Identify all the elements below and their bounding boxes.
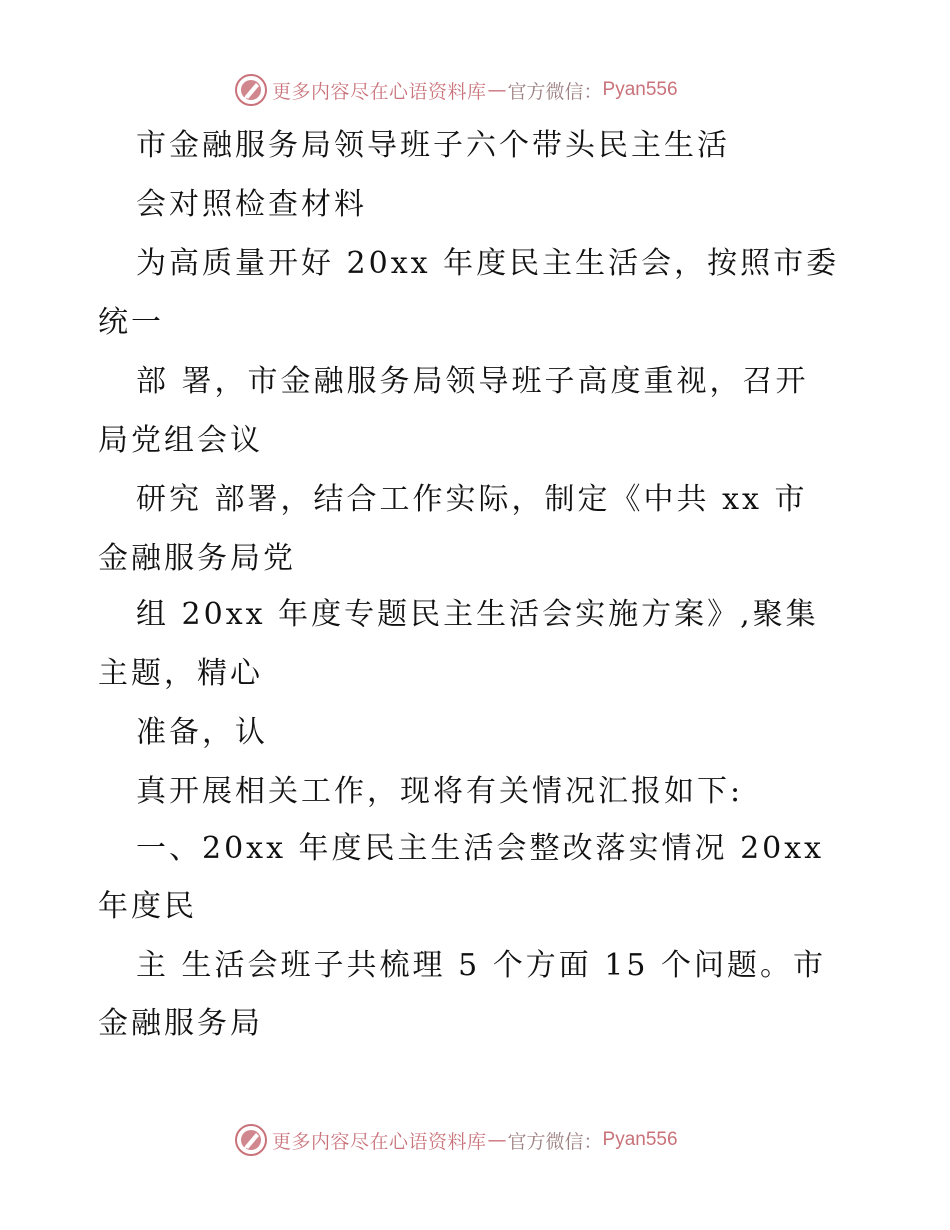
watermark-wechat-id: Pyan556 — [602, 79, 678, 100]
paragraph-line: 统一 — [98, 305, 164, 340]
watermark-brand: 更多内容尽在心语资料库 — [272, 80, 487, 103]
watermark-brand: 更多内容尽在心语资料库 — [272, 1130, 487, 1153]
paragraph-line: 年度民 — [98, 889, 197, 924]
watermark-official: 官方微信： — [507, 80, 603, 103]
footer-watermark — [234, 1122, 678, 1158]
watermark-dash: — — [487, 79, 507, 101]
paragraph-line: 主 生活会班子共梳理 5 个方面 15 个问题。市 — [136, 948, 826, 983]
paragraph-line: 准备，认 — [136, 715, 268, 750]
paragraph-line: 局党组会议 — [98, 423, 263, 458]
watermark-dash: — — [487, 1129, 507, 1151]
document-title-line-1: 市金融服务局领导班子六个带头民主生活 — [136, 128, 730, 163]
pen-nib-logo-icon — [234, 1123, 268, 1157]
section-heading-line: 一、20xx 年度民主生活会整改落实情况 20xx — [136, 831, 825, 866]
paragraph-line: 部 署，市金融服务局领导班子高度重视，召开 — [136, 364, 809, 399]
paragraph-line: 为高质量开好 20xx 年度民主生活会，按照市委 — [136, 246, 840, 281]
paragraph-line: 研究 部署，结合工作实际，制定《中共 xx 市 — [136, 482, 808, 517]
paragraph-line: 主题，精心 — [98, 656, 263, 691]
header-watermark — [234, 72, 678, 108]
pen-nib-logo-icon — [234, 73, 268, 107]
watermark-official: 官方微信： — [507, 1130, 603, 1153]
paragraph-line: 金融服务局 — [98, 1006, 263, 1041]
paragraph-line: 金融服务局党 — [98, 541, 296, 576]
watermark-wechat-id: Pyan556 — [602, 1129, 678, 1150]
document-title-line-2: 会对照检查材料 — [136, 187, 367, 222]
paragraph-line: 真开展相关工作，现将有关情况汇报如下: — [136, 774, 744, 809]
paragraph-line: 组 20xx 年度专题民主生活会实施方案》,聚集 — [136, 597, 819, 632]
